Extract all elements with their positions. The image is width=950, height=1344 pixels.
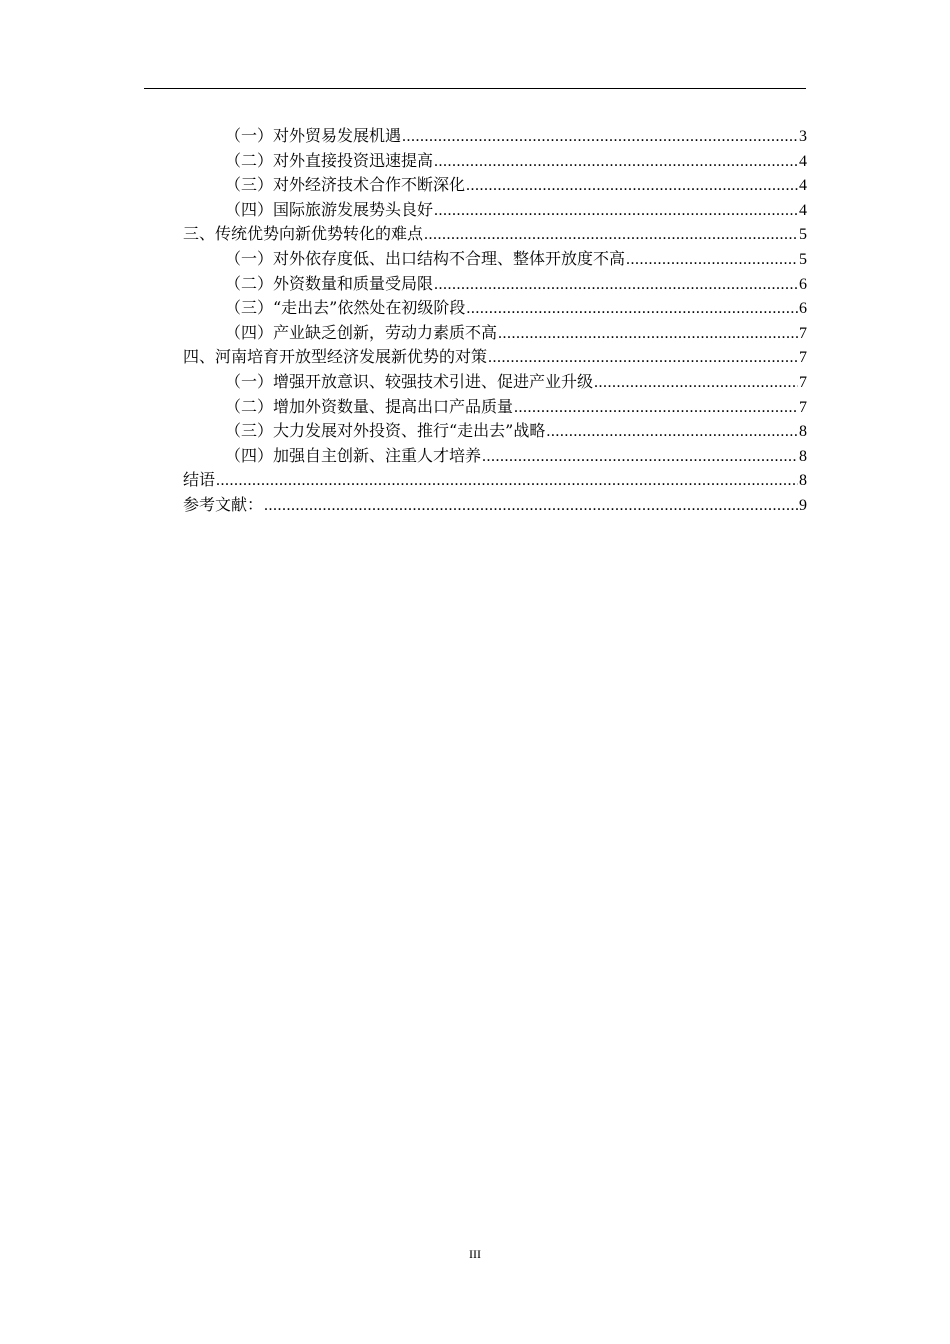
toc-entry-page: 3 bbox=[799, 128, 807, 145]
toc-entry-title: （二）外资数量和质量受局限 bbox=[225, 273, 434, 293]
toc-dot-leader bbox=[264, 494, 798, 519]
toc-entry-title: （三）对外经济技术合作不断深化 bbox=[225, 175, 466, 195]
toc-entry-page: 8 bbox=[799, 423, 807, 441]
toc-entry-title: （一）对外依存度低、出口结构不合理、整体开放度不高 bbox=[225, 248, 626, 268]
header-rule bbox=[144, 88, 806, 89]
toc-entry-page: 7 bbox=[799, 349, 807, 367]
toc-entry[interactable] bbox=[183, 247, 807, 272]
toc-entry[interactable] bbox=[183, 419, 807, 444]
toc-entry-title: （一）对外贸易发展机遇 bbox=[225, 126, 402, 145]
toc-entry-title: 四、河南培育开放型经济发展新优势的对策 bbox=[183, 347, 488, 367]
toc-entry-title: （四）国际旅游发展势头良好 bbox=[225, 199, 434, 219]
toc-dot-leader bbox=[546, 420, 798, 445]
toc-entry-page: 6 bbox=[799, 300, 807, 318]
toc-dot-leader bbox=[402, 125, 798, 150]
toc-entry[interactable] bbox=[183, 296, 807, 321]
toc-entry-page: 5 bbox=[799, 226, 807, 244]
toc-entry[interactable] bbox=[183, 173, 807, 198]
toc-entry-page: 7 bbox=[799, 398, 807, 416]
toc-entry-title: （四）加强自主创新、注重人才培养 bbox=[225, 445, 482, 465]
toc-dot-leader bbox=[216, 469, 798, 494]
toc-entry-page: 7 bbox=[799, 373, 807, 391]
table-of-contents bbox=[183, 124, 807, 518]
toc-dot-leader bbox=[424, 223, 798, 248]
toc-dot-leader bbox=[482, 445, 798, 470]
toc-entry[interactable] bbox=[183, 345, 807, 370]
toc-entry-page: 7 bbox=[799, 324, 807, 342]
toc-entry[interactable] bbox=[183, 444, 807, 469]
toc-dot-leader bbox=[466, 174, 798, 199]
toc-entry-page: 8 bbox=[799, 447, 807, 465]
toc-entry-page: 4 bbox=[799, 177, 807, 195]
toc-entry-page: 4 bbox=[799, 201, 807, 219]
toc-entry[interactable] bbox=[183, 198, 807, 223]
toc-dot-leader bbox=[626, 248, 798, 273]
toc-entry-title: （二）增加外资数量、提高出口产品质量 bbox=[225, 396, 514, 416]
toc-entry[interactable] bbox=[183, 222, 807, 247]
toc-dot-leader bbox=[466, 297, 798, 322]
toc-entry-page: 8 bbox=[799, 472, 807, 490]
toc-entry-title: （四）产业缺乏创新，劳动力素质不高 bbox=[225, 322, 498, 342]
toc-entry[interactable] bbox=[183, 272, 807, 297]
toc-entry[interactable] bbox=[183, 124, 807, 149]
toc-dot-leader bbox=[498, 322, 798, 347]
toc-dot-leader bbox=[434, 150, 798, 175]
toc-entry-title: 结语 bbox=[183, 470, 216, 490]
toc-entry-title: 参考文献： bbox=[183, 494, 264, 514]
toc-entry[interactable] bbox=[183, 149, 807, 174]
toc-entry-page: 4 bbox=[799, 152, 807, 170]
page-number: III bbox=[469, 1247, 481, 1261]
toc-dot-leader bbox=[434, 199, 798, 224]
toc-dot-leader bbox=[594, 371, 798, 396]
toc-entry[interactable] bbox=[183, 370, 807, 395]
toc-dot-leader bbox=[514, 396, 798, 421]
toc-entry[interactable] bbox=[183, 395, 807, 420]
toc-entry[interactable] bbox=[183, 493, 807, 518]
toc-entry-title: （二）对外直接投资迅速提高 bbox=[225, 150, 434, 170]
toc-entry-title: （三）大力发展对外投资、推行“走出去”战略 bbox=[225, 421, 546, 441]
toc-entry[interactable] bbox=[183, 468, 807, 493]
toc-entry-title: （三）“走出去”依然处在初级阶段 bbox=[225, 298, 466, 318]
toc-entry-title: （一）增强开放意识、较强技术引进、促进产业升级 bbox=[225, 371, 594, 391]
toc-entry-page: 5 bbox=[799, 250, 807, 268]
toc-entry-title: 三、传统优势向新优势转化的难点 bbox=[183, 224, 424, 244]
toc-entry-page: 9 bbox=[799, 496, 807, 514]
toc-entry-page: 6 bbox=[799, 275, 807, 293]
toc-dot-leader bbox=[488, 346, 798, 371]
toc-entry[interactable] bbox=[183, 321, 807, 346]
toc-dot-leader bbox=[434, 273, 798, 298]
